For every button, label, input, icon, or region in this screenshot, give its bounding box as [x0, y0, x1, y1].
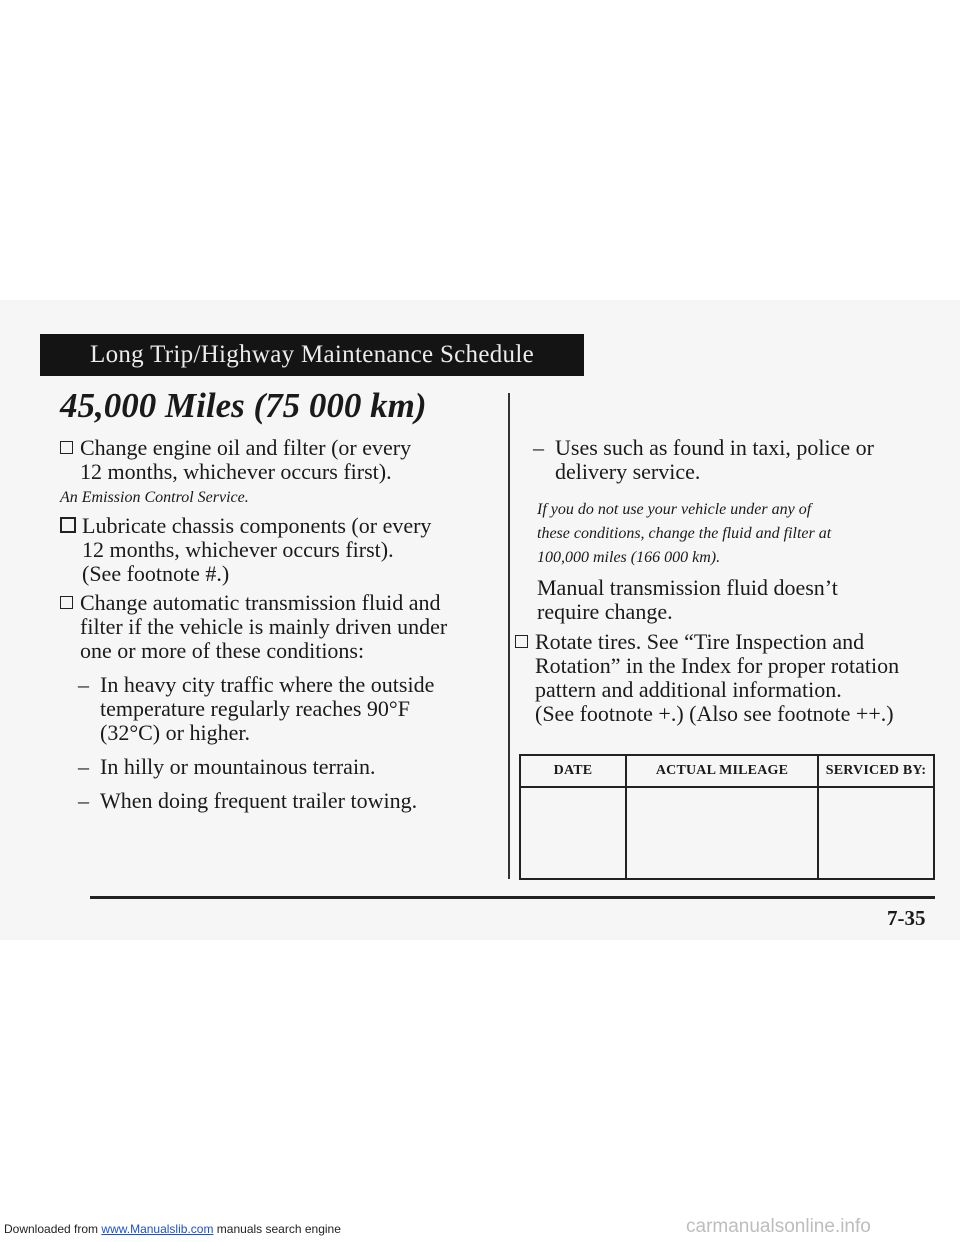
item-line: (See footnote #.)	[82, 561, 230, 586]
column-header-mileage: ACTUAL MILEAGE	[626, 755, 818, 787]
note-line: these conditions, change the fluid and filter at	[537, 525, 832, 542]
note-line: If you do not use your vehicle under any of	[537, 501, 812, 518]
item-line: Manual transmission fluid doesn’t	[537, 575, 838, 600]
checkbox-icon[interactable]	[60, 441, 73, 454]
note-line: 100,000 miles (166 000 km).	[537, 549, 721, 566]
column-divider	[508, 393, 510, 879]
item-line: When doing frequent trailer towing.	[100, 788, 418, 813]
manualslib-link[interactable]: www.Manualslib.com	[101, 1222, 214, 1236]
item-line: 12 months, whichever occurs first).	[82, 537, 394, 562]
checklist-item-transmission	[60, 591, 490, 663]
item-line: Change automatic transmission fluid and	[80, 590, 441, 615]
footer-suffix: manuals search engine	[216, 1222, 341, 1236]
section-title: 45,000 Miles (75 000 km)	[60, 386, 427, 425]
section-banner	[40, 334, 584, 376]
item-line: (32°C) or higher.	[100, 720, 250, 745]
condition-city-traffic	[60, 673, 490, 745]
page-number: 7-35	[887, 906, 926, 930]
table-header-row	[520, 755, 934, 787]
item-line: In heavy city traffic where the outside	[100, 672, 435, 697]
condition-taxi-police	[515, 436, 945, 484]
serviced-by-cell[interactable]	[818, 787, 934, 879]
column-header-date: DATE	[520, 755, 626, 787]
download-footer	[4, 1222, 341, 1236]
item-line: 12 months, whichever occurs first).	[80, 459, 392, 484]
item-line: require change.	[537, 599, 673, 624]
fluid-change-note	[515, 498, 945, 570]
left-column	[60, 436, 490, 813]
dash-icon: –	[78, 672, 89, 697]
condition-trailer-towing	[60, 789, 490, 813]
item-line: Change engine oil and filter (or every	[80, 435, 412, 460]
item-line: Rotation” in the Index for proper rotation	[535, 653, 900, 678]
date-cell[interactable]	[520, 787, 626, 879]
footer-prefix: Downloaded from	[4, 1222, 99, 1236]
item-line: Uses such as found in taxi, police or	[555, 435, 874, 460]
dash-icon: –	[533, 435, 544, 460]
checklist-item-oil	[60, 436, 490, 484]
item-line: (See footnote +.) (Also see footnote ++.)	[535, 701, 894, 726]
item-line: Lubricate chassis components (or every	[82, 513, 432, 538]
mileage-cell[interactable]	[626, 787, 818, 879]
condition-hilly-terrain	[60, 755, 490, 779]
checkbox-icon[interactable]	[60, 517, 76, 533]
checkbox-icon[interactable]	[60, 596, 73, 609]
checklist-item-lubricate	[60, 514, 490, 586]
item-line: temperature regularly reaches 90°F	[100, 696, 410, 721]
item-line: one or more of these conditions:	[80, 638, 365, 663]
checklist-item-rotate-tires	[515, 630, 945, 726]
bottom-rule	[90, 896, 935, 899]
service-record-table	[519, 754, 935, 880]
right-column	[515, 436, 945, 726]
item-line: In hilly or mountainous terrain.	[100, 754, 376, 779]
emission-note: An Emission Control Service.	[60, 489, 249, 506]
manual-transmission-text	[515, 576, 945, 624]
banner-text: Long Trip/Highway Maintenance Schedule	[90, 341, 534, 368]
watermark-text: carmanualsonline.info	[686, 1216, 871, 1237]
item-line: delivery service.	[555, 459, 701, 484]
item-line: Rotate tires. See “Tire Inspection and	[535, 629, 865, 654]
dash-icon: –	[78, 754, 89, 779]
dash-icon: –	[78, 788, 89, 813]
table-row	[520, 787, 934, 879]
checkbox-icon[interactable]	[515, 635, 528, 648]
column-header-serviced-by: SERVICED BY:	[818, 755, 934, 787]
item-line: filter if the vehicle is mainly driven under	[80, 614, 448, 639]
item-line: pattern and additional information.	[535, 677, 842, 702]
